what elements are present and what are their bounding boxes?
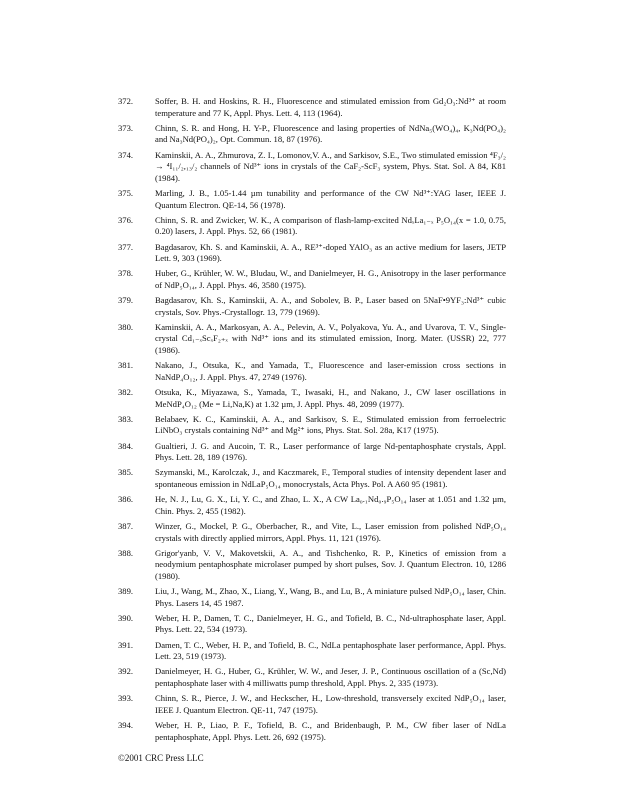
reference-item [118,215,506,238]
reference-item [118,548,506,583]
reference-item [118,521,506,544]
reference-text: Danielmeyer, H. G., Huber, G., Krühler, W. W., and Jeser, J. P., Continuous oscillation of a (Sc,Nd) pentaphosphate laser with 4 milliwatts pump threshold, Appl. Phys. 2, 335 (1973). [155,666,506,688]
reference-text: Winzer, G., Mockel, P. G., Oberbacher, R., and Vite, L., Laser emission from polished NdP₅O₁₄ crystals with directly applied mirrors, Appl. Phys. 11, 121 (1976). [155,520,506,543]
reference-number: 372. [118,96,134,106]
reference-number: 393. [118,693,134,704]
reference-number: 385. [118,467,134,478]
reference-text: Huber, G., Krühler, W. W., Bludau, W., and Danielmeyer, H. G., Anisotropy in the laser performance of NdP₅O₁₄, J. Appl. Phys. 46, 3580 (1975). [155,268,506,290]
reference-text: Kaminskii, A. A., Zhmurova, Z. I., Lomonov,V. A., and Sarkisov, S.E., Two stimulated emission ⁴F₃/₂ → ⁴I₁₁/₂,₁₃/₂ channels of Nd³⁺ ions in crystals of the CaF₂-ScF₃ system, Phys. Stat. Sol. A 84, K81 (1984). [155,149,506,183]
reference-number: 373. [118,122,134,133]
reference-item [118,586,506,609]
reference-number: 379. [118,295,134,306]
reference-number: 394. [118,719,134,730]
reference-text: Bagdasarov, Kh. S. and Kaminskii, A. A., RE³⁺-doped YAlO₃ as an active medium for lasers, JETP Lett. 9, 303 (1969). [155,241,506,264]
reference-number: 383. [118,413,134,424]
reference-item [118,387,506,410]
reference-text: Chinn, S. R. and Zwicker, W. K., A comparison of flash-lamp-excited NdₓLa₁₋ₓ P₅O₁₄(x = 1.0, 0.75, 0.20) lasers, J. Appl. Phys. 52, 66 (1981). [155,214,506,237]
reference-number: 387. [118,520,134,531]
reference-text: Gualtieri, J. G. and Aucoin, T. R., Laser performance of large Nd-pentaphosphate crystals, Appl. Phys. Lett. 28, 189 (1976). [155,440,506,463]
reference-number: 374. [118,149,134,160]
reference-item [118,150,506,185]
reference-item [118,96,506,119]
reference-text: Otsuka, K., Miyazawa, S., Yamada, T., Iwasaki, H., and Nakano, J., CW laser oscillations in MeNdP₄O₁₂ (Me = Li,Na,K) at 1.32 µm, J. Appl. Phys. 48, 2099 (1977). [155,387,506,409]
reference-item [118,123,506,146]
reference-number: 377. [118,241,134,252]
reference-text: Bagdasarov, Kh. S., Kaminskii, A. A., and Sobolev, B. P., Laser based on 5NaF•9YF₃:Nd³⁺ cubic crystals, Sov. Phys.-Crystallogr. 13, 779 (1969). [155,295,506,317]
reference-text: Weber, H. P., Damen, T. C., Danielmeyer, H. G., and Tofield, B. C., Nd-ultraphosphate laser, Appl. Phys. Lett. 22, 534 (1973). [155,612,506,635]
reference-text: Nakano, J., Otsuka, K., and Yamada, T., Fluorescence and laser-emission cross sections in NaNdP₄O₁₂, J. Appl. Phys. 47, 2749 (1976). [155,360,506,382]
reference-item [118,693,506,716]
reference-item [118,322,506,357]
reference-item [118,295,506,318]
reference-number: 391. [118,639,134,650]
reference-text: Szymanski, M., Karolczak, J., and Kaczmarek, F., Temporal studies of intensity dependent laser and spontaneous emission in NdLaP₅O₁₄ monocrystals, Acta Phys. Pol. A A60 95 (1981). [155,467,506,489]
reference-item [118,441,506,464]
reference-text: He, N. J., Lu, G. X., Li, Y. C., and Zhao, L. X., A CW La₀.₁Nd₀.₉P₅O₁₄ laser at 1.051 and 1.32 µm, Chin. Phys. 2, 455 (1982). [155,494,506,516]
reference-list [118,96,506,747]
reference-number: 392. [118,666,134,677]
reference-item [118,666,506,689]
reference-number: 389. [118,586,134,597]
reference-number: 390. [118,612,134,623]
reference-text: Belabaev, K. C., Kaminskii, A. A., and Sarkisov, S. E., Stimulated emission from ferroelectric LiNbO₃ crystals containing Nd³⁺ and Mg²⁺ ions, Phys. Stat. Sol. 28a, K17 (1975). [155,413,506,436]
reference-number: 375. [118,187,134,198]
reference-number: 376. [118,214,134,225]
reference-text: Weber, H. P., Liao, P. F., Tofield, B. C., and Bridenbaugh, P. M., CW fiber laser of NdLa pentaphosphate, Appl. Phys. Lett. 26, 692 (1975). [155,719,506,742]
reference-item [118,640,506,663]
reference-number: 382. [118,387,134,397]
reference-text: Chinn, S. R. and Hong, H. Y-P., Fluorescence and lasing properties of NdNa₅(WO₄)₄, K₃Nd(PO₄)₂ and Na₃Nd(PO₄)₂, Opt. Commun. 18, 87 (1976). [155,122,506,145]
reference-number: 380. [118,321,134,332]
reference-text: Kaminskii, A. A., Markosyan, A. A., Pelevin, A. V., Polyakova, Yu. A., and Uvarova, T. V., Single-crystal Cd₁₋ₓScₓF₂₊ₓ with Nd³⁺ ions and its stimulated emission, Inorg. Mater. (USSR) 22, 777 (1986). [155,321,506,356]
reference-text: Chinn, S. R., Pierce, J. W., and Heckscher, H., Low-threshold, transversely excited NdP₅O₁₄ laser, IEEE J. Quantum Electron. QE-11, 747 (1975). [155,693,506,715]
reference-item [118,720,506,743]
reference-item [118,414,506,437]
reference-item [118,188,506,211]
reference-item [118,494,506,517]
reference-number: 386. [118,494,134,505]
reference-item [118,242,506,265]
reference-item [118,268,506,291]
reference-text: Soffer, B. H. and Hoskins, R. H., Fluorescence and stimulated emission from Gd₂O₃:Nd³⁺ at room temperature and 77 K, Appl. Phys. Lett. 4, 113 (1964). [155,96,506,118]
reference-item [118,360,506,383]
reference-item [118,613,506,636]
reference-text: Grigor'yanb, V. V., Makovetskii, A. A., and Tishchenko, R. P., Kinetics of emission from a neodymium pentaphosphate microlaser pumped by short pulses, Sov. J. Quantum Electron. 10, 1286 (1980). [155,547,506,581]
reference-number: 378. [118,268,134,279]
reference-number: 384. [118,440,134,451]
reference-text: Liu, J., Wang, M., Zhao, X., Liang, Y., Wang, B., and Lu, B., A miniature pulsed NdP₅O₁₄ laser, Chin. Phys. Lasers 14, 45 1987. [155,586,506,608]
reference-text: Damen, T. C., Weber, H. P., and Tofield, B. C., NdLa pentaphosphate laser performance, Appl. Phys. Lett. 23, 519 (1973). [155,639,506,662]
reference-number: 388. [118,547,134,558]
copyright-footer: ©2001 CRC Press LLC [118,753,204,763]
reference-item [118,467,506,490]
reference-number: 381. [118,360,134,371]
reference-text: Marling, J. B., 1.05-1.44 µm tunability and performance of the CW Nd³⁺:YAG laser, IEEE J. Quantum Electron. QE-14, 56 (1978). [155,187,506,210]
